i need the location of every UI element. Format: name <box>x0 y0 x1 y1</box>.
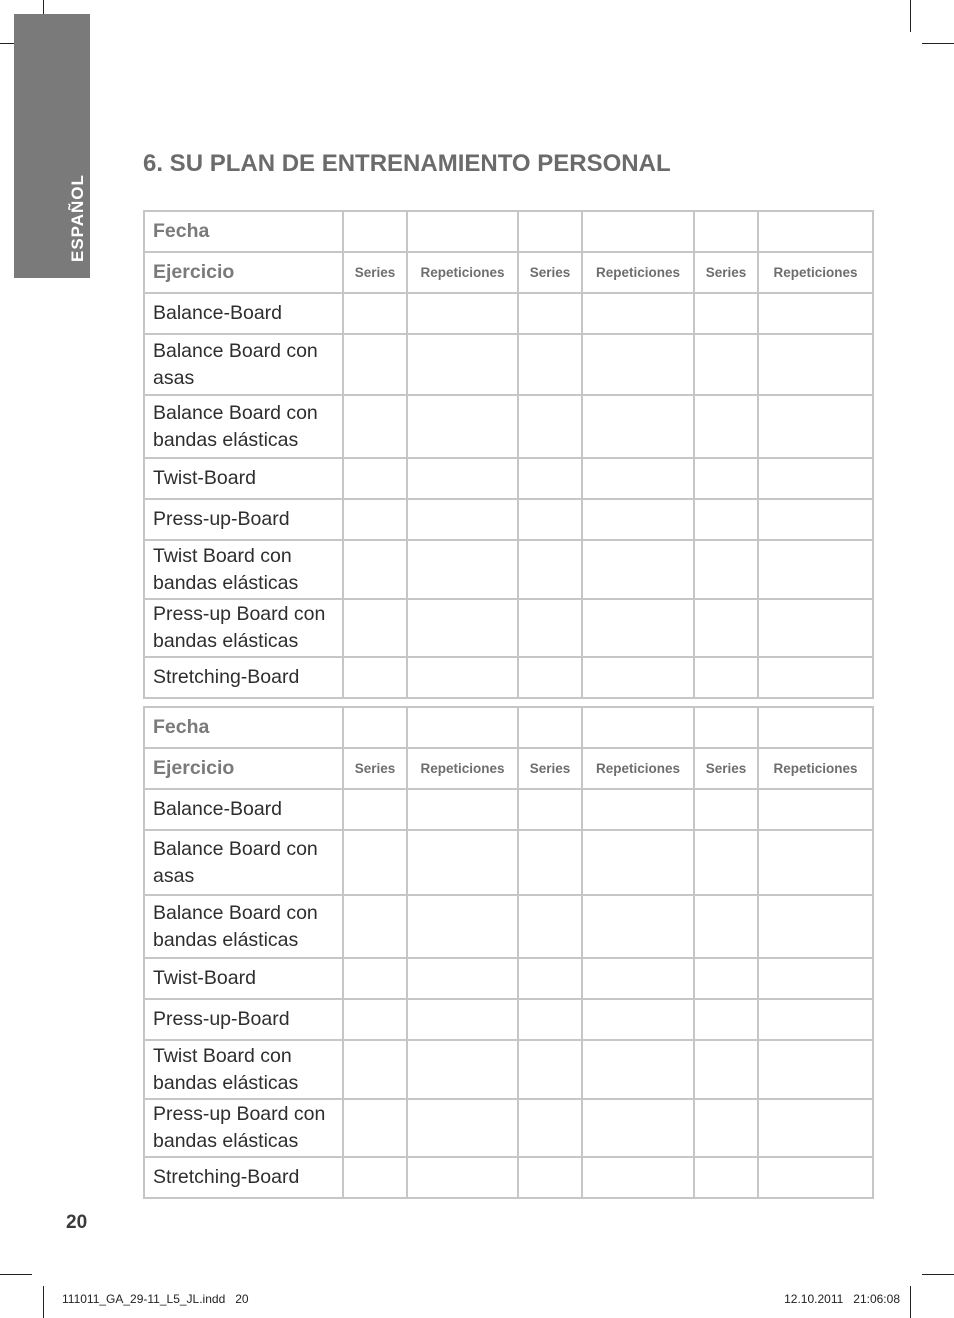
exercise-label: Ejercicio <box>144 748 343 789</box>
entry-cell[interactable] <box>582 395 694 458</box>
date-cell[interactable] <box>518 211 582 252</box>
entry-cell[interactable] <box>582 1040 694 1099</box>
training-plan-table-2 <box>143 706 874 1199</box>
page-number: 20 <box>66 1212 88 1233</box>
entry-cell[interactable] <box>694 395 758 458</box>
series-header: Series <box>694 252 758 293</box>
footer-timestamp: 12.10.2011 21:06:08 <box>784 1292 900 1306</box>
entry-cell[interactable] <box>758 599 873 657</box>
table-row <box>144 540 873 599</box>
entry-cell[interactable] <box>407 334 518 395</box>
entry-cell[interactable] <box>518 499 582 540</box>
date-cell[interactable] <box>582 707 694 748</box>
entry-cell[interactable] <box>343 293 407 334</box>
exercise-name: Twist Board con bandas elásticas <box>144 1040 343 1099</box>
entry-cell[interactable] <box>758 334 873 395</box>
entry-cell[interactable] <box>343 999 407 1040</box>
exercise-name: Press-up-Board <box>144 999 343 1040</box>
entry-cell[interactable] <box>582 895 694 958</box>
series-header: Series <box>343 252 407 293</box>
entry-cell[interactable] <box>694 540 758 599</box>
crop-mark <box>922 43 954 44</box>
language-label: ESPAÑOL <box>68 174 87 262</box>
entry-cell[interactable] <box>582 499 694 540</box>
entry-cell[interactable] <box>518 1040 582 1099</box>
entry-cell[interactable] <box>407 895 518 958</box>
entry-cell[interactable] <box>343 958 407 999</box>
table-row <box>144 999 873 1040</box>
entry-cell[interactable] <box>694 789 758 830</box>
entry-cell[interactable] <box>582 599 694 657</box>
entry-cell[interactable] <box>694 999 758 1040</box>
entry-cell[interactable] <box>407 540 518 599</box>
repetitions-header: Repeticiones <box>407 748 518 789</box>
repetitions-header: Repeticiones <box>582 748 694 789</box>
entry-cell[interactable] <box>407 1157 518 1198</box>
entry-cell[interactable] <box>758 458 873 499</box>
entry-cell[interactable] <box>343 657 407 698</box>
date-label: Fecha <box>144 211 343 252</box>
entry-cell[interactable] <box>758 657 873 698</box>
entry-cell[interactable] <box>407 789 518 830</box>
entry-cell[interactable] <box>582 1099 694 1157</box>
date-cell[interactable] <box>407 211 518 252</box>
entry-cell[interactable] <box>694 958 758 999</box>
entry-cell[interactable] <box>758 293 873 334</box>
date-cell[interactable] <box>343 707 407 748</box>
table-row <box>144 334 873 395</box>
exercise-label: Ejercicio <box>144 252 343 293</box>
exercise-name: Twist Board con bandas elásticas <box>144 540 343 599</box>
table-row <box>144 395 873 458</box>
entry-cell[interactable] <box>407 999 518 1040</box>
crop-mark <box>910 0 911 32</box>
entry-cell[interactable] <box>582 657 694 698</box>
entry-cell[interactable] <box>343 830 407 895</box>
crop-mark <box>0 1274 32 1275</box>
entry-cell[interactable] <box>694 1099 758 1157</box>
entry-cell[interactable] <box>343 1040 407 1099</box>
repetitions-header: Repeticiones <box>758 252 873 293</box>
entry-cell[interactable] <box>694 657 758 698</box>
table-row <box>144 599 873 657</box>
entry-cell[interactable] <box>758 1157 873 1198</box>
entry-cell[interactable] <box>694 293 758 334</box>
date-cell[interactable] <box>758 211 873 252</box>
exercise-name: Balance Board con bandas elásticas <box>144 895 343 958</box>
date-cell[interactable] <box>758 707 873 748</box>
exercise-name: Stretching-Board <box>144 657 343 698</box>
entry-cell[interactable] <box>407 499 518 540</box>
crop-mark <box>910 1286 911 1318</box>
entry-cell[interactable] <box>518 334 582 395</box>
entry-cell[interactable] <box>582 458 694 499</box>
crop-mark <box>922 1274 954 1275</box>
table-row <box>144 789 873 830</box>
date-cell[interactable] <box>407 707 518 748</box>
table-row <box>144 830 873 895</box>
repetitions-header: Repeticiones <box>758 748 873 789</box>
entry-cell[interactable] <box>694 599 758 657</box>
entry-cell[interactable] <box>518 1099 582 1157</box>
entry-cell[interactable] <box>518 458 582 499</box>
entry-cell[interactable] <box>518 895 582 958</box>
exercise-name: Balance Board con asas <box>144 334 343 395</box>
entry-cell[interactable] <box>582 999 694 1040</box>
table-row <box>144 895 873 958</box>
entry-cell[interactable] <box>343 458 407 499</box>
entry-cell[interactable] <box>343 789 407 830</box>
entry-cell[interactable] <box>518 395 582 458</box>
exercise-name: Stretching-Board <box>144 1157 343 1198</box>
entry-cell[interactable] <box>407 599 518 657</box>
entry-cell[interactable] <box>694 1157 758 1198</box>
entry-cell[interactable] <box>343 540 407 599</box>
repetitions-header: Repeticiones <box>407 252 518 293</box>
entry-cell[interactable] <box>758 1099 873 1157</box>
entry-cell[interactable] <box>582 293 694 334</box>
entry-cell[interactable] <box>343 895 407 958</box>
exercise-name: Press-up Board con bandas elásticas <box>144 599 343 657</box>
entry-cell[interactable] <box>518 599 582 657</box>
series-header: Series <box>343 748 407 789</box>
entry-cell[interactable] <box>582 540 694 599</box>
entry-cell[interactable] <box>407 1099 518 1157</box>
exercise-name: Twist-Board <box>144 458 343 499</box>
entry-cell[interactable] <box>518 999 582 1040</box>
exercise-name: Balance-Board <box>144 789 343 830</box>
entry-cell[interactable] <box>758 499 873 540</box>
table-row <box>144 293 873 334</box>
date-label: Fecha <box>144 707 343 748</box>
entry-cell[interactable] <box>343 1157 407 1198</box>
entry-cell[interactable] <box>758 395 873 458</box>
entry-cell[interactable] <box>407 293 518 334</box>
entry-cell[interactable] <box>758 789 873 830</box>
entry-cell[interactable] <box>758 830 873 895</box>
entry-cell[interactable] <box>758 1040 873 1099</box>
entry-cell[interactable] <box>694 458 758 499</box>
entry-cell[interactable] <box>518 1157 582 1198</box>
table-row <box>144 1157 873 1198</box>
entry-cell[interactable] <box>518 958 582 999</box>
entry-cell[interactable] <box>407 395 518 458</box>
entry-cell[interactable] <box>518 789 582 830</box>
series-header: Series <box>694 748 758 789</box>
exercise-header-row <box>144 748 873 789</box>
entry-cell[interactable] <box>582 830 694 895</box>
date-cell[interactable] <box>694 707 758 748</box>
crop-mark <box>43 1286 44 1318</box>
entry-cell[interactable] <box>407 1040 518 1099</box>
entry-cell[interactable] <box>407 958 518 999</box>
entry-cell[interactable] <box>582 1157 694 1198</box>
entry-cell[interactable] <box>343 334 407 395</box>
entry-cell[interactable] <box>343 599 407 657</box>
date-cell[interactable] <box>582 211 694 252</box>
exercise-name: Press-up-Board <box>144 499 343 540</box>
entry-cell[interactable] <box>343 1099 407 1157</box>
date-cell[interactable] <box>518 707 582 748</box>
footer-file-info: 111011_GA_29-11_L5_JL.indd 20 <box>62 1292 249 1306</box>
entry-cell[interactable] <box>518 657 582 698</box>
page-title: 6. SU PLAN DE ENTRENAMIENTO PERSONAL <box>143 150 671 177</box>
entry-cell[interactable] <box>518 293 582 334</box>
entry-cell[interactable] <box>758 958 873 999</box>
series-header: Series <box>518 252 582 293</box>
series-header: Series <box>518 748 582 789</box>
table-row <box>144 499 873 540</box>
entry-cell[interactable] <box>758 895 873 958</box>
exercise-name: Balance Board con asas <box>144 830 343 895</box>
exercise-name: Press-up Board con bandas elásticas <box>144 1099 343 1157</box>
table-row <box>144 1040 873 1099</box>
entry-cell[interactable] <box>343 395 407 458</box>
entry-cell[interactable] <box>407 458 518 499</box>
exercise-name: Balance-Board <box>144 293 343 334</box>
entry-cell[interactable] <box>758 999 873 1040</box>
entry-cell[interactable] <box>518 540 582 599</box>
training-plan-table-1 <box>143 210 874 699</box>
entry-cell[interactable] <box>407 657 518 698</box>
entry-cell[interactable] <box>758 540 873 599</box>
exercise-header-row <box>144 252 873 293</box>
entry-cell[interactable] <box>694 1040 758 1099</box>
date-cell[interactable] <box>343 211 407 252</box>
table-row <box>144 458 873 499</box>
entry-cell[interactable] <box>694 334 758 395</box>
entry-cell[interactable] <box>518 830 582 895</box>
table-row <box>144 657 873 698</box>
entry-cell[interactable] <box>343 499 407 540</box>
entry-cell[interactable] <box>582 334 694 395</box>
entry-cell[interactable] <box>407 830 518 895</box>
date-row <box>144 707 873 748</box>
table-row <box>144 1099 873 1157</box>
repetitions-header: Repeticiones <box>582 252 694 293</box>
entry-cell[interactable] <box>694 830 758 895</box>
date-row <box>144 211 873 252</box>
entry-cell[interactable] <box>694 895 758 958</box>
entry-cell[interactable] <box>582 789 694 830</box>
exercise-name: Twist-Board <box>144 958 343 999</box>
table-row <box>144 958 873 999</box>
exercise-name: Balance Board con bandas elásticas <box>144 395 343 458</box>
date-cell[interactable] <box>694 211 758 252</box>
entry-cell[interactable] <box>694 499 758 540</box>
entry-cell[interactable] <box>582 958 694 999</box>
